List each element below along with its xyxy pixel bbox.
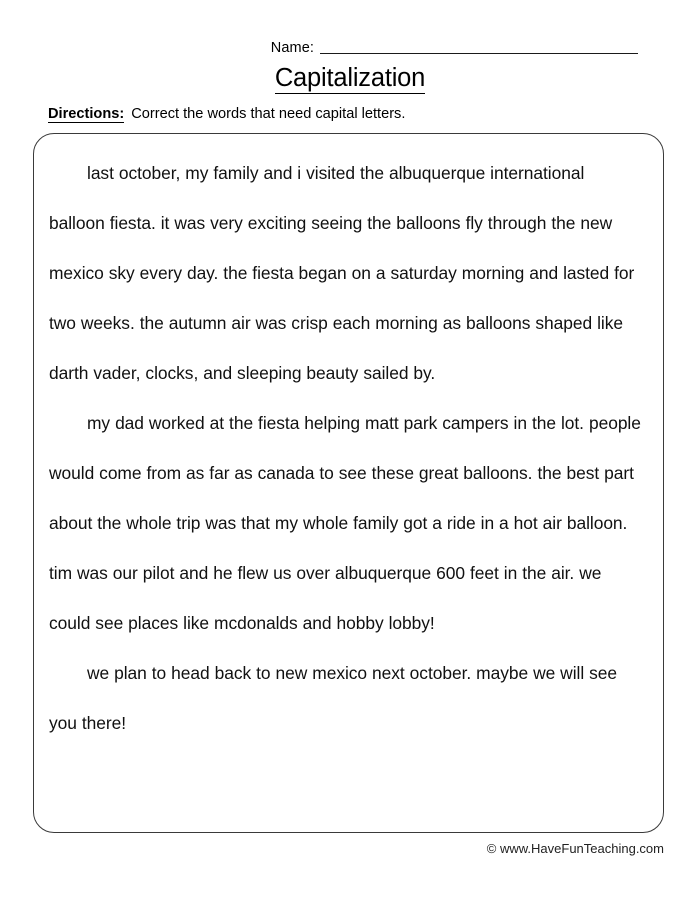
passage-paragraph: last october, my family and i visited the albuquerque international balloon fiesta. it was very exciting seeing the balloons fly through the new mexico sky every day. the fiesta began on a saturday morning and lasted for two weeks. the autumn air was crisp each morning as balloons shaped like darth vader, clocks, and sleeping beauty sailed by. [49,163,635,383]
directions-label: Directions: [48,106,125,122]
name-row [0,40,700,56]
passage-paragraph: my dad worked at the fiesta helping matt park campers in the lot. people would come from as far as canada to see these great balloons. the best part about the whole trip was that my whole family got a ride in a hot air balloon. tim was our pilot and he flew us over albuquerque 600 feet in the air. we could see places like mcdonalds and hobby lobby! [49,413,641,633]
passage-box[interactable] [33,133,664,833]
page-title-text: Capitalization [274,64,426,92]
passage-paragraph: we plan to head back to new mexico next october. maybe we will see you there! [49,663,618,733]
name-write-in-line[interactable] [320,53,638,54]
passage-content [34,134,663,748]
page-title [0,62,700,94]
directions [48,105,405,124]
name-label: Name: [270,40,314,56]
directions-text: Correct the words that need capital letters. [131,106,406,122]
footer-credit: © www.HaveFunTeaching.com [486,841,664,856]
